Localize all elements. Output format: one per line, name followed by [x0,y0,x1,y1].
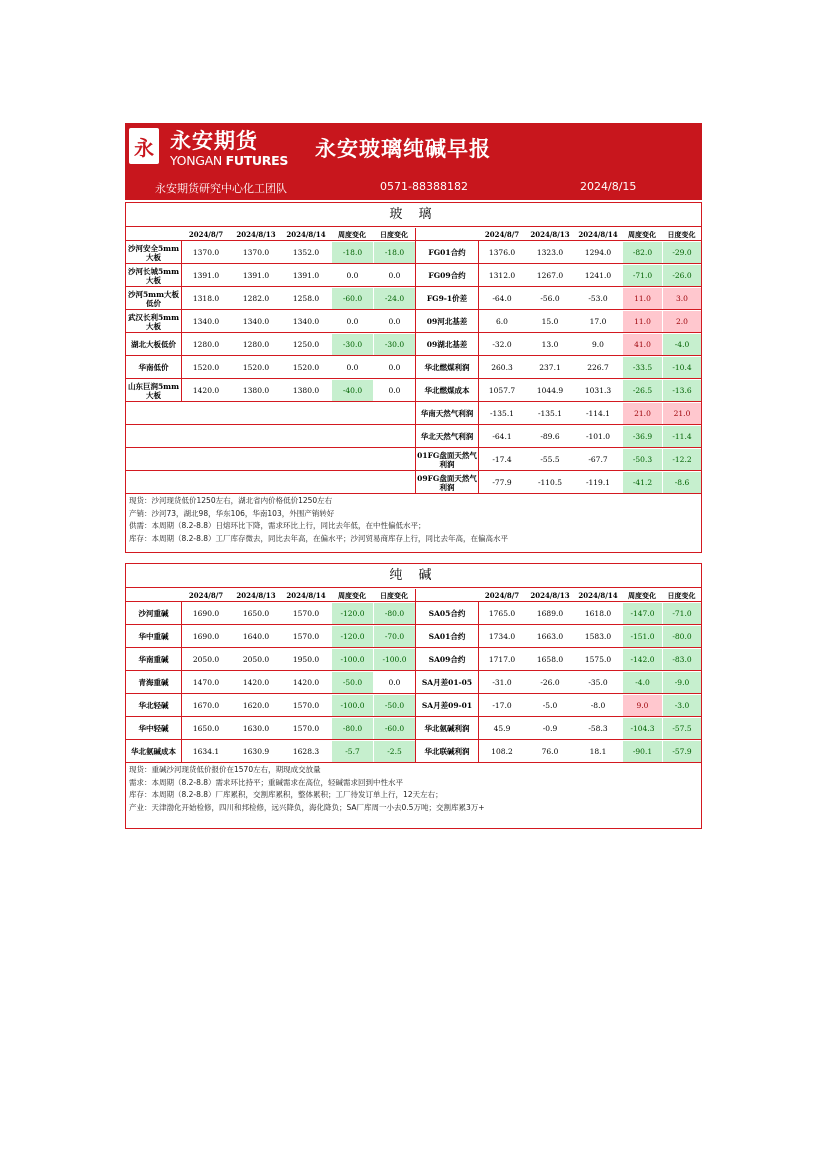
note-line: 产销：沙河73，湖北98，华东106，华南103，外围产销转好 [129,508,335,518]
daily-change: -24.0 [374,288,415,309]
weekly-change: -36.9 [623,426,662,447]
daily-change: -50.0 [374,695,415,716]
left-row-label: 华北轻碱 [138,701,169,710]
right-row-label: 09湖北基差 [426,340,468,349]
daily-change: -4.0 [663,334,701,355]
left-row-value: 1391.0 [192,271,220,280]
weekly-change: -142.0 [623,649,662,670]
left-row-label: 沙河重碱 [138,609,169,618]
right-row-value: 17.0 [589,317,607,326]
left-row-value: 1470.0 [192,678,220,687]
weekly-change: 11.0 [623,311,662,332]
right-column-header: 2024/8/7 [484,229,520,239]
right-column-header: 2024/8/14 [578,229,618,239]
weekly-change: -80.0 [332,718,373,739]
left-row-label: 湖北大板低价 [131,340,176,349]
left-row-value: 1340.0 [292,317,320,326]
left-row-value: 1520.0 [192,363,220,372]
daily-change: 0.0 [388,386,401,395]
weekly-change: -147.0 [623,603,662,624]
daily-change: -70.0 [374,626,415,647]
right-row-label: FG01合约 [428,248,466,257]
right-row-label: SA09合约 [428,655,466,664]
left-row-value: 1280.0 [192,340,220,349]
left-row-value: 1282.0 [242,294,270,303]
right-row-value: -114.1 [585,409,610,418]
left-row-label: 山东巨润5mm大板 [127,381,180,400]
left-row-value: 1420.0 [192,386,220,395]
right-column-header: 周度变化 [628,590,656,600]
daily-change: 0.0 [388,678,401,687]
weekly-change: -104.3 [623,718,662,739]
right-row-value: 1689.0 [536,609,564,618]
right-column-header: 2024/8/13 [530,229,570,239]
weekly-change: -30.0 [332,334,373,355]
weekly-change: -100.0 [332,695,373,716]
right-row-value: -119.1 [585,478,610,487]
weekly-change: -100.0 [332,649,373,670]
daily-change: -10.4 [663,357,701,378]
daily-change: 0.0 [388,363,401,372]
right-row-value: -17.4 [492,455,512,464]
right-row-value: 1312.0 [488,271,516,280]
left-row-value: 1670.0 [192,701,220,710]
right-row-value: 1376.0 [488,248,516,257]
daily-change: 21.0 [663,403,701,424]
daily-change: -8.6 [663,472,701,493]
left-row-value: 1370.0 [192,248,220,257]
left-row-value: 1370.0 [242,248,270,257]
left-row-value: 1640.0 [242,632,270,641]
left-row-label: 青海重碱 [138,678,169,687]
grid-line [415,589,416,763]
right-row-value: -31.0 [492,678,512,687]
header-subbar [125,177,702,194]
right-row-value: 237.1 [539,363,561,372]
weekly-change: -60.0 [332,288,373,309]
daily-change: -80.0 [374,603,415,624]
left-row-label: 沙河长城5mm大板 [127,266,180,285]
right-row-value: 45.9 [493,724,511,733]
right-row-value: 1734.0 [488,632,516,641]
team-name: 永安期货研究中心化工团队 [155,182,287,195]
daily-change: -18.0 [374,242,415,263]
grid-line [126,470,415,471]
grid-line [181,241,182,402]
weekly-change: -40.0 [332,380,373,401]
daily-change: 0.0 [388,317,401,326]
right-row-value: -58.3 [588,724,608,733]
weekly-change: 0.0 [346,271,359,280]
left-column-header: 2024/8/14 [286,229,326,239]
daily-change: -57.5 [663,718,701,739]
left-row-value: 1420.0 [242,678,270,687]
right-row-value: -5.0 [542,701,558,710]
right-row-value: -8.0 [590,701,606,710]
grid-line [416,493,701,494]
left-row-label: 华中重碱 [138,632,169,641]
left-column-header: 2024/8/13 [236,590,276,600]
left-row-value: 1570.0 [292,701,320,710]
right-row-value: 1031.3 [584,386,612,395]
left-row-label: 华南低价 [138,363,169,372]
left-row-value: 1570.0 [292,609,320,618]
weekly-change: 0.0 [346,363,359,372]
daily-change: -100.0 [374,649,415,670]
left-row-value: 1318.0 [192,294,220,303]
logo-english-name: YONGAN FUTURES [170,153,289,168]
left-row-value: 1690.0 [192,632,220,641]
right-row-value: -64.1 [492,432,512,441]
right-row-value: 15.0 [541,317,559,326]
daily-change: -57.9 [663,741,701,762]
left-row-value: 1628.3 [292,747,320,756]
left-row-value: 1420.0 [292,678,320,687]
left-row-value: 1280.0 [242,340,270,349]
right-row-value: 9.0 [592,340,604,349]
note-line: 库存：本周期（8.2-8.8）工厂库存微去，同比去年高，在偏水平；沙河贸易商库存上行，同比去年高，在偏高水平 [129,533,509,543]
logo-glyph: 永 [134,136,154,160]
right-row-label: FG09合约 [428,271,466,280]
weekly-change: 11.0 [623,288,662,309]
right-row-value: 1267.0 [536,271,564,280]
weekly-change: -71.0 [623,265,662,286]
right-row-value: -101.0 [585,432,610,441]
left-row-label: 沙河安全5mm大板 [127,243,180,262]
weekly-change: -5.7 [332,741,373,762]
left-row-value: 1380.0 [242,386,270,395]
right-row-value: -77.9 [492,478,512,487]
grid-line [126,401,415,402]
note-line: 库存：本周期（8.2-8.8）厂库累积，交割库累积，整体累积；工厂待发订单上行，12天左右； [129,790,443,799]
daily-change: -3.0 [663,695,701,716]
daily-change: 2.0 [663,311,701,332]
weekly-change: 9.0 [623,695,662,716]
report-date: 2024/8/15 [580,180,637,193]
left-row-value: 1620.0 [242,701,270,710]
grid-line [416,762,701,763]
note-line: 需求：本周期（8.2-8.8）需求环比持平；重碱需求在高位，轻碱需求回到中性水平 [129,777,404,787]
left-column-header: 2024/8/7 [188,590,224,600]
left-row-label: 华中轻碱 [138,724,169,733]
right-row-value: -35.0 [588,678,608,687]
left-row-value: 1690.0 [192,609,220,618]
weekly-change: -120.0 [332,626,373,647]
left-column-header: 2024/8/7 [188,229,224,239]
weekly-change: -120.0 [332,603,373,624]
soda-ash-panel [125,563,702,829]
weekly-change: -50.0 [332,672,373,693]
note-line: 产业：天津渤化开始检修，四川和邦检修，远兴降负，海化降负；SA厂库周一小去0.5万吨；交割库累3万+ [129,802,485,812]
right-row-value: -26.0 [540,678,560,687]
daily-change: 3.0 [663,288,701,309]
left-row-value: 1570.0 [292,632,320,641]
right-row-value: 1717.0 [488,655,516,664]
weekly-change: -90.1 [623,741,662,762]
right-row-label: 华南天然气利润 [420,409,474,418]
right-row-value: 13.0 [541,340,559,349]
grid-line [126,493,415,494]
right-row-label: 华北天然气利润 [420,432,474,441]
left-column-header: 周度变化 [338,229,366,239]
right-row-label: SA01合约 [428,632,466,641]
right-row-value: -32.0 [492,340,512,349]
weekly-change: -151.0 [623,626,662,647]
glass-title: 玻 璃 [126,203,701,227]
logo-chinese-name: 永安期货 [170,129,258,153]
left-row-value: 1352.0 [292,248,320,257]
right-row-label: 01FG盘面天然气利润 [417,450,477,469]
left-row-value: 2050.0 [242,655,270,664]
left-row-value: 1630.9 [242,747,270,756]
left-row-value: 1250.0 [292,340,320,349]
left-row-value: 2050.0 [192,655,220,664]
weekly-change: 41.0 [623,334,662,355]
right-row-label: SA月差01-05 [421,678,473,687]
right-row-label: 华北联碱利润 [424,747,470,756]
phone-number: 0571-88388182 [380,180,468,193]
right-row-value: -17.0 [492,701,512,710]
daily-change: -11.4 [663,426,701,447]
right-row-label: SA05合约 [428,609,466,618]
right-row-value: 1241.0 [584,271,612,280]
right-row-value: 260.3 [491,363,513,372]
right-row-value: 6.0 [496,317,508,326]
right-row-value: -64.0 [492,294,512,303]
daily-change: -13.6 [663,380,701,401]
daily-change: -30.0 [374,334,415,355]
report-header [125,123,702,200]
right-row-label: 华北燃煤利润 [424,363,470,372]
right-row-label: 华北燃煤成本 [424,386,470,395]
commentary-notes [129,764,485,814]
report-title: 永安玻璃纯碱早报 [315,137,491,161]
left-row-value: 1380.0 [292,386,320,395]
grid-line [181,602,182,763]
weekly-change: -41.2 [623,472,662,493]
right-row-value: -53.0 [588,294,608,303]
right-row-label: SA月差09-01 [421,701,473,710]
right-column-header: 周度变化 [628,229,656,239]
right-row-value: 1658.0 [536,655,564,664]
brand-logo-icon: YONGAN 永 [129,128,159,164]
left-row-label: 武汉长利5mm大板 [127,312,180,331]
note-line: 现货：重碱沙河现货低价报价在1570左右，期现成交放量 [129,765,321,774]
weekly-change: -4.0 [623,672,662,693]
left-row-value: 1570.0 [292,724,320,733]
left-row-value: 1950.0 [292,655,320,664]
left-column-header: 2024/8/14 [286,590,326,600]
right-column-header: 2024/8/14 [578,590,618,600]
right-column-header: 2024/8/13 [530,590,570,600]
daily-change: -71.0 [663,603,701,624]
weekly-change: -26.5 [623,380,662,401]
right-row-label: 09河北基差 [426,317,468,326]
right-row-value: 18.1 [589,747,607,756]
daily-change: -9.0 [663,672,701,693]
left-row-value: 1391.0 [242,271,270,280]
glass-panel [125,202,702,553]
right-row-value: 1323.0 [536,248,564,257]
right-row-value: 1044.9 [536,386,564,395]
right-row-value: 1575.0 [584,655,612,664]
left-row-value: 1520.0 [242,363,270,372]
grid-line [126,762,415,763]
daily-change: -12.2 [663,449,701,470]
grid-line [126,424,415,425]
right-row-value: 1663.0 [536,632,564,641]
right-row-value: 108.2 [491,747,513,756]
daily-change: -26.0 [663,265,701,286]
right-row-value: 1618.0 [584,609,612,618]
grid-line [478,602,479,763]
right-row-value: -67.7 [588,455,608,464]
right-row-value: 76.0 [541,747,559,756]
right-row-value: 1583.0 [584,632,612,641]
weekly-change: -50.3 [623,449,662,470]
right-row-label: 09FG盘面天然气利润 [417,473,477,492]
left-column-header: 周度变化 [338,590,366,600]
right-row-value: -0.9 [542,724,558,733]
left-row-label: 沙河5mm大板低价 [127,289,180,308]
right-column-header: 日度变化 [667,229,696,239]
right-row-value: 1294.0 [584,248,612,257]
left-row-value: 1630.0 [242,724,270,733]
daily-change: -29.0 [663,242,701,263]
right-row-value: -110.5 [537,478,562,487]
left-row-value: 1634.1 [192,747,220,756]
soda-ash-title: 纯 碱 [126,564,701,588]
right-row-label: 华北氨碱利润 [424,724,470,733]
left-row-value: 1520.0 [292,363,320,372]
left-row-label: 华南重碱 [138,655,169,664]
daily-change: -2.5 [374,741,415,762]
left-row-label: 华北氨碱成本 [131,747,176,756]
right-row-value: 1057.7 [488,386,516,395]
right-row-value: -135.1 [537,409,562,418]
right-row-value: 226.7 [587,363,609,372]
right-column-header: 日度变化 [667,590,696,600]
right-row-value: -56.0 [540,294,560,303]
daily-change: -83.0 [663,649,701,670]
left-row-value: 1340.0 [242,317,270,326]
right-row-value: 1765.0 [488,609,516,618]
weekly-change: -18.0 [332,242,373,263]
left-row-value: 1650.0 [192,724,220,733]
weekly-change: -82.0 [623,242,662,263]
right-column-header: 2024/8/7 [484,590,520,600]
grid-line [126,447,415,448]
right-row-value: -55.5 [540,455,560,464]
note-line: 现货：沙河现货低价1250左右，湖北省内价格低价1250左右 [129,496,333,505]
weekly-change: -33.5 [623,357,662,378]
left-row-value: 1340.0 [192,317,220,326]
weekly-change: 21.0 [623,403,662,424]
left-column-header: 日度变化 [380,590,408,600]
daily-change: -80.0 [663,626,701,647]
left-column-header: 2024/8/13 [236,229,276,239]
left-row-value: 1391.0 [292,271,320,280]
commentary-notes [129,495,508,545]
grid-line [415,228,416,494]
grid-line [478,241,479,494]
daily-change: -60.0 [374,718,415,739]
weekly-change: 0.0 [346,317,359,326]
daily-change: 0.0 [388,271,401,280]
left-column-header: 日度变化 [380,229,408,239]
right-row-label: FG9-1价差 [426,294,468,303]
right-row-value: -135.1 [489,409,514,418]
left-row-value: 1258.0 [292,294,320,303]
note-line: 供需：本周期（8.2-8.8）日熔环比下降，需求环比上行，同比去年低，在中性偏低水平； [129,521,426,530]
right-row-value: -89.6 [540,432,560,441]
left-row-value: 1650.0 [242,609,270,618]
